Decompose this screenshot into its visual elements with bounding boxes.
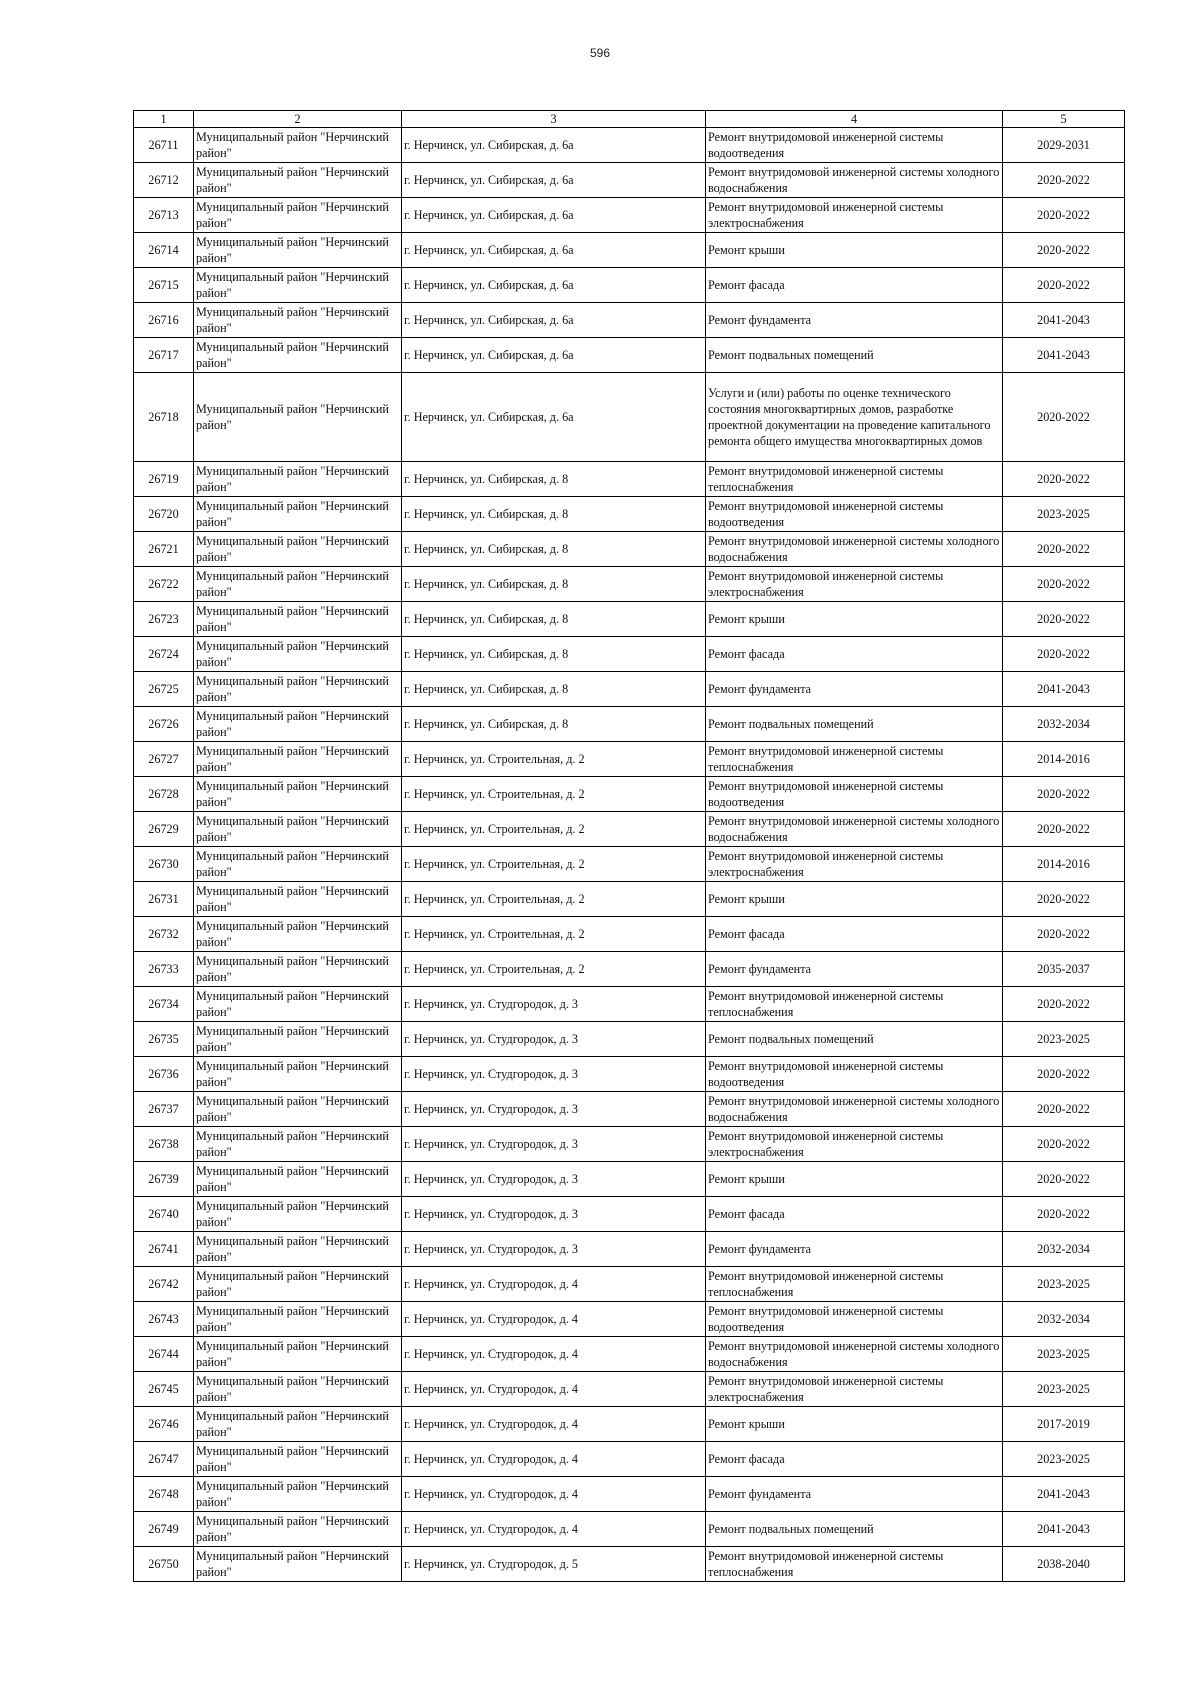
district-cell: Муниципальный район "Нерчинский район" — [194, 1547, 402, 1582]
row-number-cell: 26750 — [134, 1547, 194, 1582]
row-number-cell: 26723 — [134, 602, 194, 637]
table-row — [134, 1337, 1125, 1372]
table-row — [134, 1057, 1125, 1092]
address-cell: г. Нерчинск, ул. Студгородок, д. 3 — [402, 1127, 706, 1162]
period-cell: 2032-2034 — [1003, 707, 1125, 742]
period-cell: 2032-2034 — [1003, 1232, 1125, 1267]
work-type-cell: Ремонт фасада — [706, 917, 1003, 952]
address-cell: г. Нерчинск, ул. Сибирская, д. 8 — [402, 637, 706, 672]
period-cell: 2023-2025 — [1003, 497, 1125, 532]
row-number-cell: 26714 — [134, 233, 194, 268]
work-type-cell: Ремонт внутридомовой инженерной системы электроснабжения — [706, 1127, 1003, 1162]
column-header-2: 2 — [194, 111, 402, 128]
address-cell: г. Нерчинск, ул. Студгородок, д. 4 — [402, 1267, 706, 1302]
work-type-cell: Ремонт внутридомовой инженерной системы электроснабжения — [706, 198, 1003, 233]
address-cell: г. Нерчинск, ул. Студгородок, д. 5 — [402, 1547, 706, 1582]
row-number-cell: 26748 — [134, 1477, 194, 1512]
table-body — [134, 128, 1125, 1582]
district-cell: Муниципальный район "Нерчинский район" — [194, 917, 402, 952]
row-number-cell: 26728 — [134, 777, 194, 812]
period-cell: 2020-2022 — [1003, 373, 1125, 462]
period-cell: 2020-2022 — [1003, 987, 1125, 1022]
address-cell: г. Нерчинск, ул. Строительная, д. 2 — [402, 812, 706, 847]
period-cell: 2023-2025 — [1003, 1022, 1125, 1057]
table-row — [134, 1477, 1125, 1512]
period-cell: 2020-2022 — [1003, 777, 1125, 812]
address-cell: г. Нерчинск, ул. Сибирская, д. 8 — [402, 602, 706, 637]
district-cell: Муниципальный район "Нерчинский район" — [194, 268, 402, 303]
work-type-cell: Ремонт внутридомовой инженерной системы теплоснабжения — [706, 1547, 1003, 1582]
work-type-cell: Ремонт внутридомовой инженерной системы теплоснабжения — [706, 742, 1003, 777]
address-cell: г. Нерчинск, ул. Сибирская, д. 8 — [402, 532, 706, 567]
period-cell: 2020-2022 — [1003, 812, 1125, 847]
table-row — [134, 163, 1125, 198]
table-row — [134, 1267, 1125, 1302]
address-cell: г. Нерчинск, ул. Строительная, д. 2 — [402, 777, 706, 812]
row-number-cell: 26744 — [134, 1337, 194, 1372]
period-cell: 2020-2022 — [1003, 882, 1125, 917]
period-cell: 2020-2022 — [1003, 637, 1125, 672]
row-number-cell: 26725 — [134, 672, 194, 707]
district-cell: Муниципальный район "Нерчинский район" — [194, 742, 402, 777]
table-row — [134, 917, 1125, 952]
address-cell: г. Нерчинск, ул. Сибирская, д. 6а — [402, 268, 706, 303]
table-row — [134, 1127, 1125, 1162]
district-cell: Муниципальный район "Нерчинский район" — [194, 777, 402, 812]
work-type-cell: Ремонт внутридомовой инженерной системы электроснабжения — [706, 1372, 1003, 1407]
period-cell: 2038-2040 — [1003, 1547, 1125, 1582]
row-number-cell: 26736 — [134, 1057, 194, 1092]
district-cell: Муниципальный район "Нерчинский район" — [194, 987, 402, 1022]
address-cell: г. Нерчинск, ул. Студгородок, д. 3 — [402, 987, 706, 1022]
period-cell: 2041-2043 — [1003, 338, 1125, 373]
district-cell: Муниципальный район "Нерчинский район" — [194, 1302, 402, 1337]
table-row — [134, 373, 1125, 462]
address-cell: г. Нерчинск, ул. Студгородок, д. 4 — [402, 1302, 706, 1337]
period-cell: 2020-2022 — [1003, 1197, 1125, 1232]
row-number-cell: 26727 — [134, 742, 194, 777]
column-header-4: 4 — [706, 111, 1003, 128]
table-row — [134, 847, 1125, 882]
period-cell: 2020-2022 — [1003, 1092, 1125, 1127]
table-row — [134, 1547, 1125, 1582]
district-cell: Муниципальный район "Нерчинский район" — [194, 233, 402, 268]
period-cell: 2020-2022 — [1003, 917, 1125, 952]
address-cell: г. Нерчинск, ул. Сибирская, д. 6а — [402, 303, 706, 338]
address-cell: г. Нерчинск, ул. Сибирская, д. 8 — [402, 672, 706, 707]
table-row — [134, 637, 1125, 672]
address-cell: г. Нерчинск, ул. Строительная, д. 2 — [402, 847, 706, 882]
period-cell: 2020-2022 — [1003, 268, 1125, 303]
table-row — [134, 233, 1125, 268]
row-number-cell: 26726 — [134, 707, 194, 742]
district-cell: Муниципальный район "Нерчинский район" — [194, 1372, 402, 1407]
work-type-cell: Ремонт крыши — [706, 1407, 1003, 1442]
district-cell: Муниципальный район "Нерчинский район" — [194, 1477, 402, 1512]
period-cell: 2020-2022 — [1003, 1057, 1125, 1092]
period-cell: 2014-2016 — [1003, 742, 1125, 777]
row-number-cell: 26712 — [134, 163, 194, 198]
district-cell: Муниципальный район "Нерчинский район" — [194, 128, 402, 163]
period-cell: 2020-2022 — [1003, 462, 1125, 497]
address-cell: г. Нерчинск, ул. Студгородок, д. 3 — [402, 1232, 706, 1267]
district-cell: Муниципальный район "Нерчинский район" — [194, 1022, 402, 1057]
row-number-cell: 26732 — [134, 917, 194, 952]
row-number-cell: 26733 — [134, 952, 194, 987]
row-number-cell: 26715 — [134, 268, 194, 303]
district-cell: Муниципальный район "Нерчинский район" — [194, 373, 402, 462]
period-cell: 2029-2031 — [1003, 128, 1125, 163]
row-number-cell: 26743 — [134, 1302, 194, 1337]
row-number-cell: 26716 — [134, 303, 194, 338]
work-type-cell: Ремонт фундамента — [706, 1477, 1003, 1512]
table-row — [134, 882, 1125, 917]
period-cell: 2023-2025 — [1003, 1372, 1125, 1407]
period-cell: 2020-2022 — [1003, 567, 1125, 602]
table-row — [134, 812, 1125, 847]
table-row — [134, 777, 1125, 812]
table-row — [134, 1232, 1125, 1267]
column-header-5: 5 — [1003, 111, 1125, 128]
work-type-cell: Ремонт внутридомовой инженерной системы теплоснабжения — [706, 1267, 1003, 1302]
table-row — [134, 497, 1125, 532]
district-cell: Муниципальный район "Нерчинский район" — [194, 1442, 402, 1477]
district-cell: Муниципальный район "Нерчинский район" — [194, 1232, 402, 1267]
work-type-cell: Ремонт фундамента — [706, 1232, 1003, 1267]
district-cell: Муниципальный район "Нерчинский район" — [194, 303, 402, 338]
period-cell: 2032-2034 — [1003, 1302, 1125, 1337]
work-type-cell: Ремонт внутридомовой инженерной системы теплоснабжения — [706, 462, 1003, 497]
period-cell: 2020-2022 — [1003, 1127, 1125, 1162]
address-cell: г. Нерчинск, ул. Студгородок, д. 3 — [402, 1057, 706, 1092]
address-cell: г. Нерчинск, ул. Сибирская, д. 6а — [402, 198, 706, 233]
district-cell: Муниципальный район "Нерчинский район" — [194, 1407, 402, 1442]
column-header-3: 3 — [402, 111, 706, 128]
work-type-cell: Ремонт внутридомовой инженерной системы холодного водоснабжения — [706, 1092, 1003, 1127]
row-number-cell: 26721 — [134, 532, 194, 567]
table-row — [134, 1197, 1125, 1232]
work-type-cell: Ремонт крыши — [706, 1162, 1003, 1197]
district-cell: Муниципальный район "Нерчинский район" — [194, 532, 402, 567]
work-type-cell: Ремонт фундамента — [706, 952, 1003, 987]
work-type-cell: Ремонт внутридомовой инженерной системы электроснабжения — [706, 567, 1003, 602]
row-number-cell: 26734 — [134, 987, 194, 1022]
row-number-cell: 26717 — [134, 338, 194, 373]
period-cell: 2023-2025 — [1003, 1267, 1125, 1302]
work-type-cell: Ремонт фундамента — [706, 672, 1003, 707]
period-cell: 2017-2019 — [1003, 1407, 1125, 1442]
district-cell: Муниципальный район "Нерчинский район" — [194, 1267, 402, 1302]
district-cell: Муниципальный район "Нерчинский район" — [194, 462, 402, 497]
district-cell: Муниципальный район "Нерчинский район" — [194, 1197, 402, 1232]
table-row — [134, 128, 1125, 163]
table-row — [134, 672, 1125, 707]
district-cell: Муниципальный район "Нерчинский район" — [194, 497, 402, 532]
work-type-cell: Ремонт подвальных помещений — [706, 1022, 1003, 1057]
address-cell: г. Нерчинск, ул. Студгородок, д. 3 — [402, 1022, 706, 1057]
row-number-cell: 26739 — [134, 1162, 194, 1197]
work-type-cell: Ремонт внутридомовой инженерной системы холодного водоснабжения — [706, 1337, 1003, 1372]
work-type-cell: Ремонт внутридомовой инженерной системы электроснабжения — [706, 847, 1003, 882]
table-row — [134, 338, 1125, 373]
district-cell: Муниципальный район "Нерчинский район" — [194, 1337, 402, 1372]
district-cell: Муниципальный район "Нерчинский район" — [194, 338, 402, 373]
address-cell: г. Нерчинск, ул. Сибирская, д. 8 — [402, 707, 706, 742]
district-cell: Муниципальный район "Нерчинский район" — [194, 1127, 402, 1162]
address-cell: г. Нерчинск, ул. Сибирская, д. 6а — [402, 373, 706, 462]
work-type-cell: Ремонт крыши — [706, 233, 1003, 268]
period-cell: 2020-2022 — [1003, 233, 1125, 268]
row-number-cell: 26742 — [134, 1267, 194, 1302]
row-number-cell: 26745 — [134, 1372, 194, 1407]
row-number-cell: 26719 — [134, 462, 194, 497]
table-row — [134, 1372, 1125, 1407]
work-type-cell: Ремонт подвальных помещений — [706, 338, 1003, 373]
district-cell: Муниципальный район "Нерчинский район" — [194, 637, 402, 672]
period-cell: 2014-2016 — [1003, 847, 1125, 882]
row-number-cell: 26747 — [134, 1442, 194, 1477]
period-cell: 2041-2043 — [1003, 1512, 1125, 1547]
period-cell: 2041-2043 — [1003, 672, 1125, 707]
row-number-cell: 26720 — [134, 497, 194, 532]
address-cell: г. Нерчинск, ул. Сибирская, д. 6а — [402, 338, 706, 373]
row-number-cell: 26740 — [134, 1197, 194, 1232]
table-row — [134, 1092, 1125, 1127]
column-number-row — [134, 111, 1125, 128]
work-type-cell: Ремонт фундамента — [706, 303, 1003, 338]
work-type-cell: Ремонт внутридомовой инженерной системы водоотведения — [706, 1302, 1003, 1337]
row-number-cell: 26735 — [134, 1022, 194, 1057]
address-cell: г. Нерчинск, ул. Строительная, д. 2 — [402, 742, 706, 777]
address-cell: г. Нерчинск, ул. Студгородок, д. 3 — [402, 1197, 706, 1232]
period-cell: 2020-2022 — [1003, 1162, 1125, 1197]
table-row — [134, 952, 1125, 987]
work-type-cell: Ремонт крыши — [706, 602, 1003, 637]
row-number-cell: 26741 — [134, 1232, 194, 1267]
district-cell: Муниципальный район "Нерчинский район" — [194, 847, 402, 882]
district-cell: Муниципальный район "Нерчинский район" — [194, 1092, 402, 1127]
row-number-cell: 26722 — [134, 567, 194, 602]
page-number: 596 — [589, 46, 611, 60]
work-type-cell: Ремонт фасада — [706, 268, 1003, 303]
row-number-cell: 26729 — [134, 812, 194, 847]
period-cell: 2023-2025 — [1003, 1337, 1125, 1372]
row-number-cell: 26738 — [134, 1127, 194, 1162]
work-type-cell: Ремонт внутридомовой инженерной системы холодного водоснабжения — [706, 163, 1003, 198]
table-row — [134, 602, 1125, 637]
district-cell: Муниципальный район "Нерчинский район" — [194, 812, 402, 847]
work-type-cell: Ремонт фасада — [706, 1197, 1003, 1232]
district-cell: Муниципальный район "Нерчинский район" — [194, 198, 402, 233]
row-number-cell: 26737 — [134, 1092, 194, 1127]
work-type-cell: Услуги и (или) работы по оценке технического состояния многоквартирных домов, разработке проектной документации на проведение капитального ремонта общего имущества многоквартирных домов — [706, 373, 1003, 462]
work-type-cell: Ремонт подвальных помещений — [706, 1512, 1003, 1547]
period-cell: 2020-2022 — [1003, 163, 1125, 198]
district-cell: Муниципальный район "Нерчинский район" — [194, 882, 402, 917]
district-cell: Муниципальный район "Нерчинский район" — [194, 1057, 402, 1092]
row-number-cell: 26711 — [134, 128, 194, 163]
work-type-cell: Ремонт внутридомовой инженерной системы теплоснабжения — [706, 987, 1003, 1022]
work-type-cell: Ремонт внутридомовой инженерной системы холодного водоснабжения — [706, 532, 1003, 567]
row-number-cell: 26749 — [134, 1512, 194, 1547]
district-cell: Муниципальный район "Нерчинский район" — [194, 952, 402, 987]
address-cell: г. Нерчинск, ул. Сибирская, д. 8 — [402, 567, 706, 602]
work-type-cell: Ремонт внутридомовой инженерной системы водоотведения — [706, 1057, 1003, 1092]
period-cell: 2035-2037 — [1003, 952, 1125, 987]
address-cell: г. Нерчинск, ул. Сибирская, д. 8 — [402, 497, 706, 532]
work-type-cell: Ремонт внутридомовой инженерной системы холодного водоснабжения — [706, 812, 1003, 847]
district-cell: Муниципальный район "Нерчинский район" — [194, 602, 402, 637]
row-number-cell: 26731 — [134, 882, 194, 917]
period-cell: 2041-2043 — [1003, 303, 1125, 338]
address-cell: г. Нерчинск, ул. Сибирская, д. 8 — [402, 462, 706, 497]
table-row — [134, 462, 1125, 497]
table-row — [134, 198, 1125, 233]
table-row — [134, 1512, 1125, 1547]
table-row — [134, 707, 1125, 742]
address-cell: г. Нерчинск, ул. Студгородок, д. 3 — [402, 1162, 706, 1197]
table-row — [134, 987, 1125, 1022]
table-row — [134, 1302, 1125, 1337]
work-type-cell: Ремонт фасада — [706, 637, 1003, 672]
work-type-cell: Ремонт внутридомовой инженерной системы водоотведения — [706, 777, 1003, 812]
district-cell: Муниципальный район "Нерчинский район" — [194, 707, 402, 742]
work-type-cell: Ремонт подвальных помещений — [706, 707, 1003, 742]
address-cell: г. Нерчинск, ул. Студгородок, д. 4 — [402, 1477, 706, 1512]
address-cell: г. Нерчинск, ул. Строительная, д. 2 — [402, 952, 706, 987]
work-type-cell: Ремонт крыши — [706, 882, 1003, 917]
row-number-cell: 26718 — [134, 373, 194, 462]
address-cell: г. Нерчинск, ул. Студгородок, д. 4 — [402, 1407, 706, 1442]
district-cell: Муниципальный район "Нерчинский район" — [194, 163, 402, 198]
period-cell: 2020-2022 — [1003, 198, 1125, 233]
period-cell: 2020-2022 — [1003, 602, 1125, 637]
column-header-1: 1 — [134, 111, 194, 128]
table-row — [134, 1407, 1125, 1442]
table-row — [134, 303, 1125, 338]
address-cell: г. Нерчинск, ул. Студгородок, д. 4 — [402, 1442, 706, 1477]
table-row — [134, 742, 1125, 777]
table-row — [134, 1162, 1125, 1197]
district-cell: Муниципальный район "Нерчинский район" — [194, 672, 402, 707]
district-cell: Муниципальный район "Нерчинский район" — [194, 1162, 402, 1197]
address-cell: г. Нерчинск, ул. Студгородок, д. 3 — [402, 1092, 706, 1127]
address-cell: г. Нерчинск, ул. Сибирская, д. 6а — [402, 233, 706, 268]
address-cell: г. Нерчинск, ул. Сибирская, д. 6а — [402, 163, 706, 198]
row-number-cell: 26724 — [134, 637, 194, 672]
table-row — [134, 1022, 1125, 1057]
address-cell: г. Нерчинск, ул. Строительная, д. 2 — [402, 882, 706, 917]
table-row — [134, 268, 1125, 303]
period-cell: 2041-2043 — [1003, 1477, 1125, 1512]
row-number-cell: 26746 — [134, 1407, 194, 1442]
district-cell: Муниципальный район "Нерчинский район" — [194, 567, 402, 602]
district-cell: Муниципальный район "Нерчинский район" — [194, 1512, 402, 1547]
address-cell: г. Нерчинск, ул. Студгородок, д. 4 — [402, 1372, 706, 1407]
period-cell: 2023-2025 — [1003, 1442, 1125, 1477]
repair-register-table — [133, 110, 1125, 1582]
table-row — [134, 532, 1125, 567]
address-cell: г. Нерчинск, ул. Строительная, д. 2 — [402, 917, 706, 952]
row-number-cell: 26730 — [134, 847, 194, 882]
table-row — [134, 567, 1125, 602]
work-type-cell: Ремонт внутридомовой инженерной системы водоотведения — [706, 128, 1003, 163]
address-cell: г. Нерчинск, ул. Студгородок, д. 4 — [402, 1337, 706, 1372]
row-number-cell: 26713 — [134, 198, 194, 233]
address-cell: г. Нерчинск, ул. Студгородок, д. 4 — [402, 1512, 706, 1547]
table-row — [134, 1442, 1125, 1477]
period-cell: 2020-2022 — [1003, 532, 1125, 567]
address-cell: г. Нерчинск, ул. Сибирская, д. 6а — [402, 128, 706, 163]
work-type-cell: Ремонт фасада — [706, 1442, 1003, 1477]
work-type-cell: Ремонт внутридомовой инженерной системы водоотведения — [706, 497, 1003, 532]
